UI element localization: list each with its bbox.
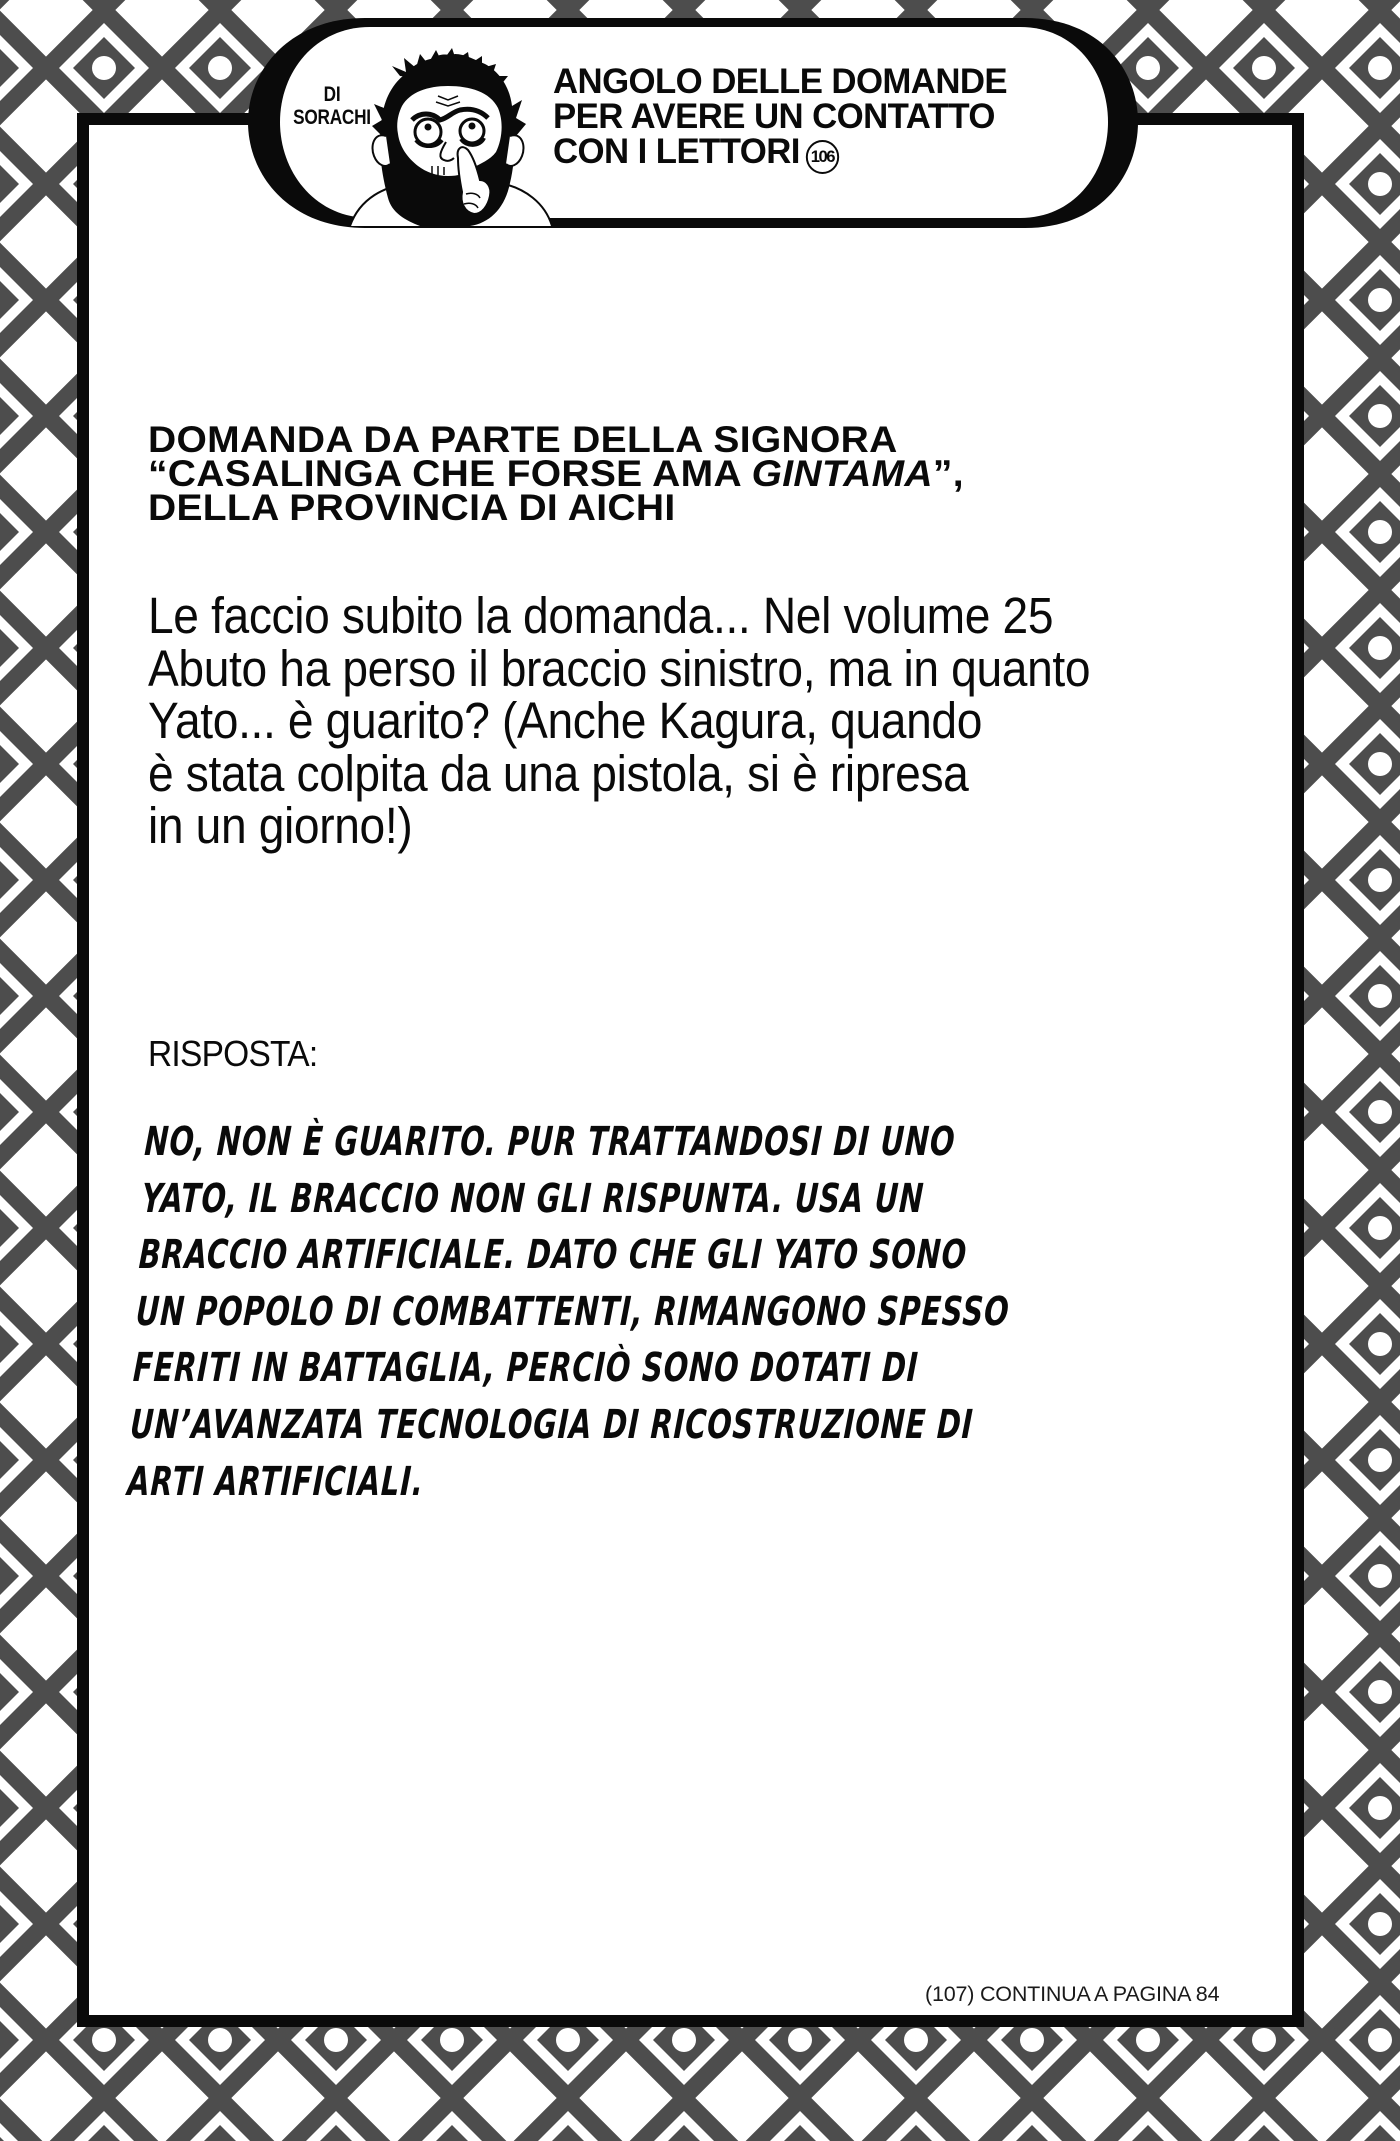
byline-line: SORACHI [293,106,371,129]
question-body [148,587,1091,855]
question-line: è stata colpita da una pistola, si è ripresa [148,744,969,802]
question-line: Yato... è guarito? (Anche Kagura, quando [148,692,983,750]
heading-text: ”, [932,452,964,494]
title-line [553,131,1007,174]
answer-line: NO, NON È GUARITO. PUR TRATTANDOSI DI UNO [143,1119,957,1165]
section-title [553,61,1008,174]
answer-line: UN POPOLO DI COMBATTENTI, RIMANGONO SPESSO [134,1288,1011,1335]
answer-line: ARTI ARTIFICIALI. [126,1458,425,1505]
continue-page-note: (107) CONTINUA A PAGINA 84 [925,1982,1220,2006]
question-heading [148,418,964,528]
question-line: Le faccio subito la domanda... Nel volume 25 [148,587,1054,644]
answer-line: YATO, IL BRACCIO NON GLI RISPUNTA. USA UN [140,1175,926,1222]
answer-line: BRACCIO ARTIFICIALE. DATO CHE GLI YATO SONO [137,1232,969,1279]
heading-text: “CASALINGA CHE FORSE AMA [148,452,752,494]
answer-label: RISPOSTA: [148,1033,318,1074]
question-line: Abuto ha perso il braccio sinistro, ma in quanto [148,639,1091,697]
heading-line: DOMANDA DA PARTE DELLA SIGNORA [148,418,898,460]
title-line-text: CON I LETTORI [553,131,800,171]
heading-line: DELLA PROVINCIA DI AICHI [148,486,676,528]
heading-italic-title: GINTAMA [751,452,933,494]
answer-line: UN’AVANZATA TECNOLOGIA DI RICOSTRUZIONE DI [129,1401,975,1448]
bearded-author-face-icon [340,48,560,226]
question-line: in un giorno!) [148,797,413,855]
answer-line: FERITI IN BATTAGLIA, PERCIÒ SONO DOTATI DI [132,1345,920,1392]
byline-line: DI [323,83,341,106]
answer-body [126,1114,1019,1510]
title-line: PER AVERE UN CONTATTO [553,96,995,136]
heading-line [148,452,964,494]
title-line: ANGOLO DELLE DOMANDE [553,61,1008,101]
episode-number-badge: 106 [806,140,839,174]
